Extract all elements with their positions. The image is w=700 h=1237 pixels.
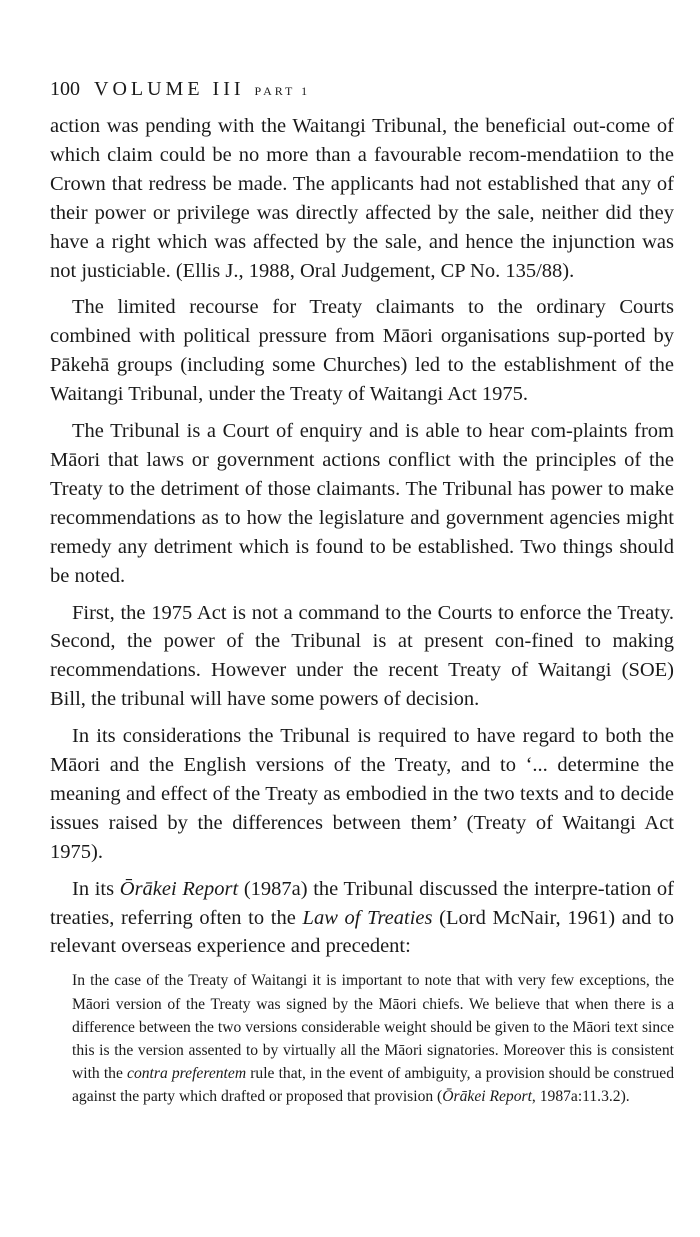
quote-pre: In the case of the Treaty of Waitangi it is important to note that with very few exceptions, the Māori version of the Treaty was signed by the Māori chiefs. We believe that when there is a difference between the two versions considerable weight should be given to the Māori text since this is the version assented to by virtually all the Māori signatories. Moreover this is consistent with the	[72, 972, 674, 1083]
page-number: 100	[50, 78, 80, 100]
part-label: PART 1	[254, 84, 311, 98]
paragraph-6-mid: (1987a) the Tribunal discussed the interpre-tation of treaties, referring often to the	[50, 877, 674, 929]
paragraph-3: The Tribunal is a Court of enquiry and is able to hear com-plaints from Māori that laws or government actions conflict with the principles of the Treaty to the detriment of those claimants. The Tribunal has power to make recommendations as to how the legislature and government agencies might remedy any detriment which is found to be established. Two things should be noted.	[50, 420, 674, 587]
paragraph-1: action was pending with the Waitangi Tribunal, the beneficial out-come of which claim could be no more than a favourable recom-mendatiion to the Crown that redress be made. The applicants had not established that any of their power or privilege was directly affected by the sale, neither did they have a right which was affected by the sale, and hence the injunction was not justiciable. (Ellis J., 1988, Oral Judgement, CP No. 135/88).	[50, 115, 674, 282]
block-quote	[72, 969, 674, 1108]
quote-mid: rule that, in the event of ambiguity, a provision should be construed against the party which drafted or proposed that provision (	[72, 1065, 674, 1106]
paragraph-2: The limited recourse for Treaty claimants to the ordinary Courts combined with political pressure from Māori organisations sup-ported by Pākehā groups (including some Churches) led to the establishment of the Waitangi Tribunal, under the Treaty of Waitangi Act 1975.	[50, 296, 674, 406]
paragraph-6-post: (Lord McNair, 1961) and to relevant overseas experience and precedent:	[50, 906, 675, 958]
contra-preferentem-term: contra preferentem	[127, 1065, 247, 1083]
paragraph-4: First, the 1975 Act is not a command to the Courts to enforce the Treaty. Second, the power of the Tribunal is at present con-fined to making recommendations. However under the recent Treaty of Waitangi (SOE) Bill, the tribunal will have some powers of decision.	[50, 601, 674, 711]
document-page	[50, 76, 674, 1109]
paragraph-6	[50, 875, 674, 962]
quote-citation-title: Ōrākei Report	[442, 1088, 532, 1106]
volume-label: VOLUME III	[94, 78, 245, 100]
quote-post: , 1987a:11.3.2).	[531, 1088, 630, 1106]
orakei-report-title: Ōrākei Report	[119, 877, 239, 900]
paragraph-6-pre: In its	[72, 877, 120, 900]
paragraph-5: In its considerations the Tribunal is required to have regard to both the Māori and the English versions of the Treaty, and to ‘... determine the meaning and effect of the Treaty as embodied in the two texts and to decide issues raised by the differences between them’ (Treaty of Waitangi Act 1975).	[50, 725, 674, 863]
running-head	[50, 76, 674, 104]
law-of-treaties-title: Law of Treaties	[302, 906, 433, 929]
